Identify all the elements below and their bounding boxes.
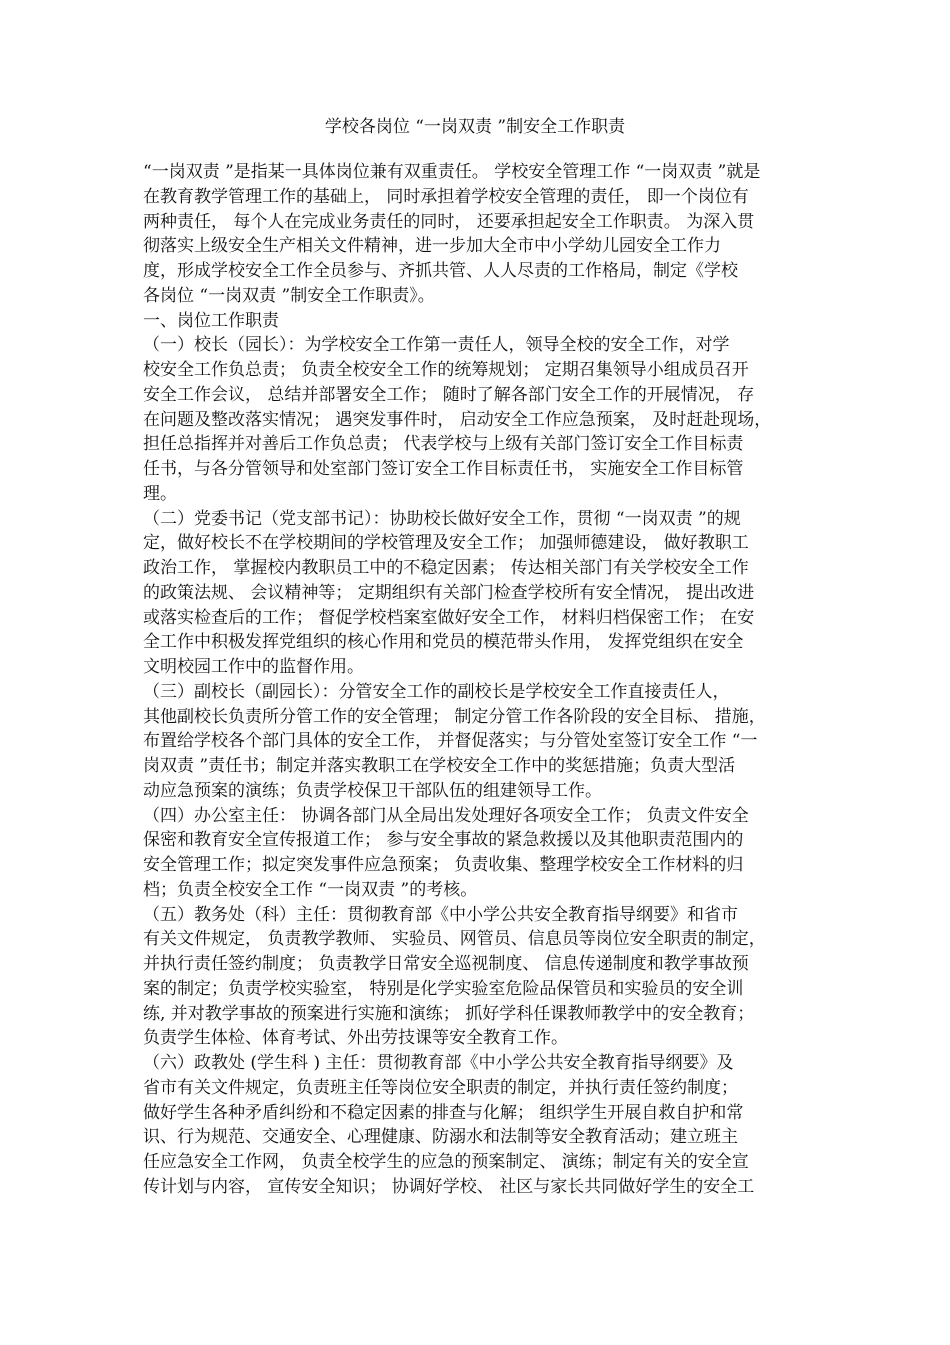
text-line: 理。 [143,483,177,504]
text-line: 两种责任， 每个人在完成业务责任的同时， 还要承担起安全工作职责。 为深入贯 [143,211,755,232]
text-line: 安全工作会议， 总结并部署安全工作； 随时了解各部门安全工作的开展情况， 存 [143,384,755,405]
text-line: 传计划与内容， 宣传安全知识； 协调好学校、 社区与家长共同做好学生的安全工 [143,1176,755,1197]
text-line: 度，形成学校安全工作全员参与、齐抓共管、人人尽责的工作格局，制定《学校 [143,261,738,281]
text-line: 彻落实上级安全生产相关文件精神，进一步加大全市中小学幼儿园安全工作力 [143,236,721,257]
text-line: 档；负责全校安全工作 “一岗双责 ”的考核。 [143,879,478,900]
text-line: 并执行责任签约制度； 负责教学日常安全巡视制度、 信息传递制度和教学事故预 [143,954,749,974]
text-line: 省市有关文件规定，负责班主任等岗位安全职责的制定，并执行责任签约制度； [143,1077,738,1098]
text-line: （一）校长（园长）：为学校安全工作第一责任人，领导全校的安全工作，对学 [143,335,730,356]
text-line: （四）办公室主任： 协调各部门从全局出发处理好各项安全工作； 负责文件安全 [143,805,749,826]
document-title: 学校各岗位 “一岗双责 ”制安全工作职责 [324,117,626,137]
text-line: 校安全工作负总责； 负责全校安全工作的统筹规划； 定期召集领导小组成员召开 [143,360,749,380]
text-line: 或落实检查后的工作； 督促学校档案室做好安全工作， 材料归档保密工作； 在安 [143,607,755,628]
text-line: 在教育教学管理工作的基础上， 同时承担着学校安全管理的责任， 即一个岗位有 [143,186,749,207]
text-line: “一岗双责 ”是指某一具体岗位兼有双重责任。 学校安全管理工作 “一岗双责 ”就是 [143,162,761,182]
text-line: 保密和教育安全宣传报道工作； 参与安全事故的紧急救援以及其他职责范围内的 [143,830,744,851]
text-line: 各岗位 “一岗双责 ”制安全工作职责》。 [143,285,435,306]
text-line: 在问题及整改落实情况； 遇突发事件时， 启动安全工作应急预案， 及时赶赴现场， [143,409,772,430]
text-line: 岗双责 ”责任书；制定并落实教职工在学校安全工作中的奖惩措施；负责大型活 [143,756,736,776]
text-line: （二）党委书记（党支部书记）：协助校长做好安全工作，贯彻 “一岗双责 ”的规 [143,508,741,529]
text-line: 全工作中积极发挥党组织的核心作用和党员的模范带头作用， 发挥党组织在安全 [143,632,744,653]
text-line: 有关文件规定， 负责教学教师、 实验员、网管员、信息员等岗位安全职责的制定， [143,929,766,950]
text-line: 其他副校长负责所分管工作的安全管理； 制定分管工作各阶段的安全目标、 措施， [143,706,766,727]
text-line: 担任总指挥并对善后工作负总责； 代表学校与上级有关部门签订安全工作目标责 [143,434,744,455]
text-line: （五）教务处（科）主任：贯彻教育部《中小学公共安全教育指导纲要》和省市 [143,904,738,925]
text-line: 任应急安全工作网， 负责全校学生的应急的预案制定、 演练；制定有关的安全宣 [143,1152,749,1172]
text-line: 布置给学校各个部门具体的安全工作， 并督促落实；与分管处室签订安全工作 “一 [143,731,758,752]
document-body [143,160,823,1200]
text-line: 任书，与各分管领导和处室部门签订安全工作目标责任书， 实施安全工作目标管 [143,459,744,479]
text-line: 的政策法规、 会议精神等； 定期组织有关部门检查学校所有安全情况， 提出改进 [143,582,755,603]
text-line: 安全管理工作；拟定突发事件应急预案； 负责收集、整理学校安全工作材料的归 [143,855,744,875]
text-line: 做好学生各种矛盾纠纷和不稳定因素的排查与化解； 组织学生开展自救自护和常 [143,1102,744,1123]
text-line: 定，做好校长不在学校期间的学校管理及安全工作； 加强师德建设， 做好教职工 [143,533,749,554]
text-line: 文明校园工作中的监督作用。 [143,657,364,677]
text-line: （六）政教处 (学生科 ) 主任：贯彻教育部《中小学公共安全教育指导纲要》及 [143,1053,734,1073]
text-line: 动应急预案的演练；负责学校保卫干部队伍的组建领导工作。 [143,780,602,801]
text-line: 负责学生体检、体育考试、外出劳技课等安全教育工作。 [143,1028,568,1049]
text-line: 练, 并对教学事故的预案进行实施和演练； 抓好学科任课教师教学中的安全教育； [143,1003,755,1024]
text-line: 政治工作， 掌握校内教职员工中的不稳定因素； 传达相关部门有关学校安全工作 [143,558,749,578]
text-line: （三）副校长（副园长）：分管安全工作的副校长是学校安全工作直接责任人， [143,681,730,702]
text-line: 一、岗位工作职责 [143,310,279,331]
text-line: 识、行为规范、交通安全、心理健康、防溺水和法制等安全教育活动；建立班主 [143,1127,738,1148]
text-line: 案的制定；负责学校实验室， 特别是化学实验室危险品保管员和实验员的安全训 [143,978,744,999]
